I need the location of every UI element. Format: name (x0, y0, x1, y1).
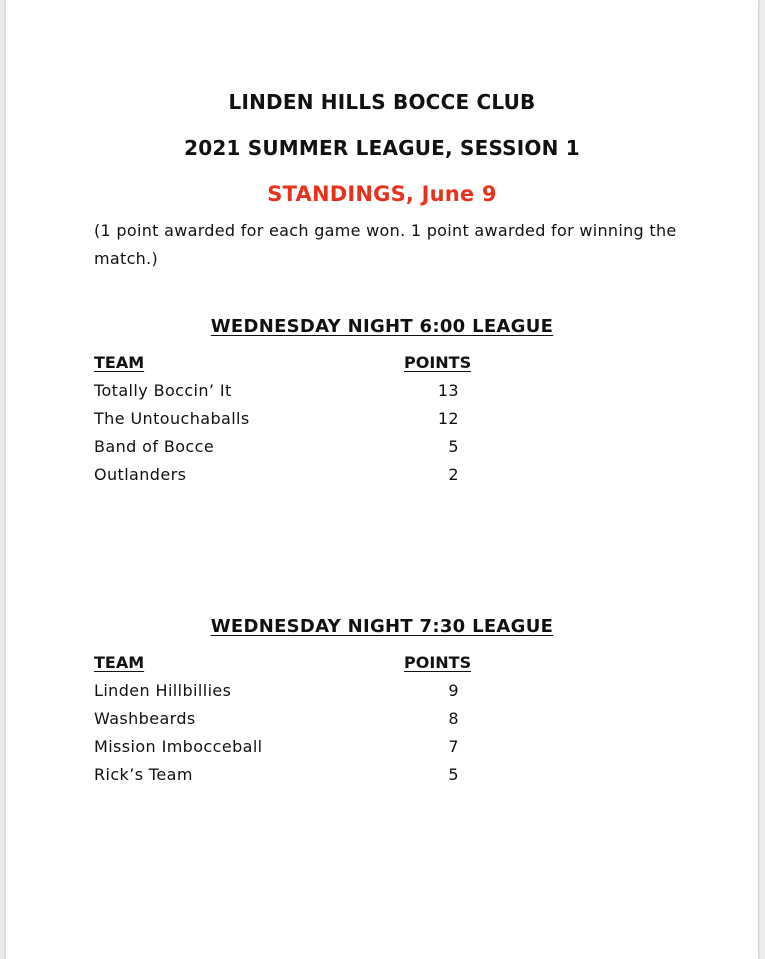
points-note: (1 point awarded for each game won. 1 point awarded for winning the match.) (94, 221, 677, 268)
team-name: Outlanders (94, 465, 187, 484)
team-name: Mission Imbocceball (94, 737, 263, 756)
points-column-header: POINTS (404, 353, 472, 372)
team-column-header: TEAM (94, 653, 145, 672)
team-name: The Untouchaballs (94, 409, 250, 428)
points-column-header: POINTS (404, 653, 472, 672)
table-row (6, 709, 758, 737)
table-row (6, 409, 758, 437)
table-row (6, 437, 758, 465)
team-points: 12 (437, 409, 459, 428)
table-row (6, 681, 758, 709)
league-title: WEDNESDAY NIGHT 6:00 LEAGUE (210, 316, 554, 337)
team-column-header: TEAM (94, 353, 145, 372)
team-name: Linden Hillbillies (94, 681, 232, 700)
document-page (6, 0, 758, 959)
team-points: 9 (448, 681, 459, 700)
table-row (6, 465, 758, 493)
team-name: Washbeards (94, 709, 196, 728)
table-row (6, 381, 758, 409)
team-points: 2 (448, 465, 459, 484)
team-name: Totally Boccin’ It (94, 381, 232, 400)
table-row (6, 737, 758, 765)
standings-table (6, 381, 758, 493)
session-title: 2021 SUMMER LEAGUE, SESSION 1 (184, 136, 580, 160)
league-title: WEDNESDAY NIGHT 7:30 LEAGUE (210, 616, 554, 637)
team-points: 13 (437, 381, 459, 400)
club-title: LINDEN HILLS BOCCE CLUB (228, 90, 536, 114)
standings-table (6, 681, 758, 793)
team-points: 8 (448, 709, 459, 728)
team-name: Rick’s Team (94, 765, 193, 784)
team-points: 5 (448, 437, 459, 456)
table-row (6, 765, 758, 793)
team-name: Band of Bocce (94, 437, 215, 456)
team-points: 7 (448, 737, 459, 756)
standings-title: STANDINGS, June 9 (267, 182, 497, 206)
team-points: 5 (448, 765, 459, 784)
